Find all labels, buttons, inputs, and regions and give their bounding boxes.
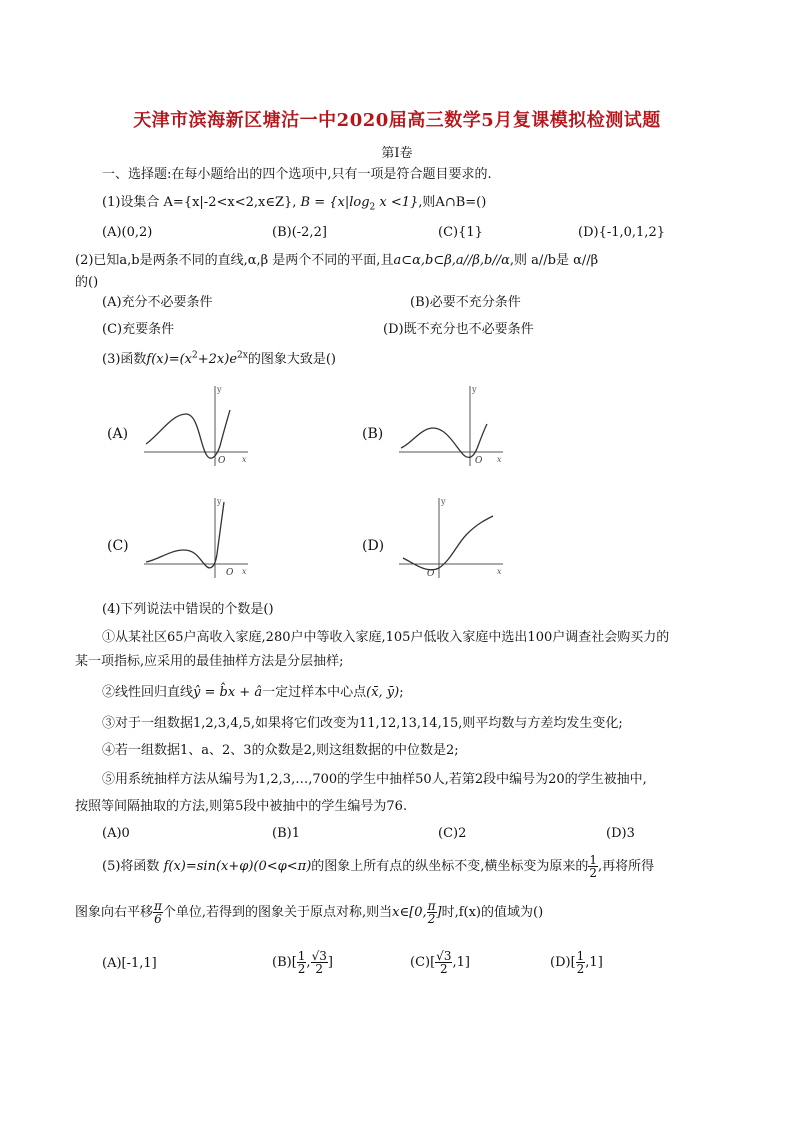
x-label: x — [242, 567, 247, 576]
q5-option-d: (D)[ $\frac{1}{2}$ ,1] — [550, 949, 603, 976]
graph-b — [395, 382, 505, 470]
graph-a — [140, 382, 250, 470]
q4-statement-4: ④若一组数据1、a、2、3的众数是2,则这组数据的中位数是2; — [102, 743, 459, 758]
q2-option-a: (A)充分不必要条件 — [102, 295, 213, 310]
q4-statement-1: ①从某社区65户高收入家庭,280户中等收入家庭,105户低收入家庭中选出100户调查社会购买力的 — [102, 630, 670, 645]
q4-statement-2: ②线性回归直线ŷ = b̂x + â一定过样本中心点(x̄, ȳ); — [102, 685, 404, 700]
q5-option-a: (A)[-1,1] — [102, 956, 157, 971]
q2-option-b: (B)必要不充分条件 — [410, 295, 521, 310]
graph-label-c: (C) — [107, 538, 129, 554]
q4-stem: (4)下列说法中错误的个数是() — [102, 602, 274, 617]
origin-label: O — [427, 569, 435, 579]
q2-stem: (2)已知a,b是两条不同的直线,α,β 是两个不同的平面,且a⊂α,b⊂β,a//β,b//α,则 a//b是 α//β — [75, 253, 599, 268]
q1-option-a: (A)(0,2) — [102, 225, 153, 240]
q4-option-b: (B)1 — [272, 826, 300, 841]
origin-label: O — [218, 456, 226, 466]
origin-label: O — [226, 568, 234, 578]
q4-statement-1-cont: 某一项指标,应采用的最佳抽样方法是分层抽样; — [75, 654, 344, 669]
graph-label-b: (B) — [362, 426, 384, 442]
page-title: 天津市滨海新区塘沽一中2020届高三数学5月复课模拟检测试题 — [133, 110, 661, 131]
graph-label-a: (A) — [107, 426, 129, 442]
q4-option-c: (C)2 — [438, 826, 467, 841]
q4-option-d: (D)3 — [606, 826, 635, 841]
section-heading: 一、选择题:在每小题给出的四个选项中,只有一项是符合题目要求的. — [102, 167, 492, 182]
q4-option-a: (A)0 — [102, 826, 130, 841]
curve-d — [403, 516, 493, 570]
fraction-pi-6: $\frac{\pi}{6}$ — [154, 899, 162, 926]
q4-statement-3: ③对于一组数据1,2,3,4,5,如果将它们改变为11,12,13,14,15,则平均数与方差均发生变化; — [102, 716, 623, 731]
x-label: x — [497, 567, 502, 576]
graph-c — [140, 494, 250, 584]
y-label: y — [441, 497, 446, 506]
q3-stem: (3)函数$f(x)=(x^2+2x)e^{2x}$的图象大致是() — [102, 350, 336, 367]
q5-option-c: (C)[ $\frac{√3}{2}$ ,1] — [410, 949, 470, 976]
q4-statement-5: ⑤用系统抽样方法从编号为1,2,3,…,700的学生中抽样50人,若第2段中编号为20的学生被抽中, — [102, 772, 647, 787]
q1-option-d: (D){-1,0,1,2} — [578, 225, 665, 240]
q1-option-b: (B)(-2,2] — [272, 225, 327, 240]
y-label: y — [217, 385, 222, 394]
q2-stem-cont: 的() — [75, 275, 99, 290]
q5-option-b: (B)[ $\frac{1}{2}$ , $\frac{√3}{2}$ ] — [272, 949, 333, 976]
q2-option-d: (D)既不充分也不必要条件 — [383, 322, 534, 337]
fraction-half: $\frac{1}{2}$ — [589, 853, 598, 880]
curve-a — [146, 410, 230, 458]
q2-option-c: (C)充要条件 — [102, 322, 175, 337]
curve-c — [146, 502, 224, 568]
x-label: x — [497, 455, 502, 464]
graph-d — [395, 494, 510, 584]
q1-stem: (1)设集合 A={x|-2<x<2,x∈Z}, $B = \{x|\log_2$ x <1},则A∩B=() — [102, 195, 487, 213]
origin-label: O — [475, 456, 483, 466]
volume-label: 第Ⅰ卷 — [381, 146, 413, 161]
q5-stem: (5)将函数 f(x)=sin(x+φ)(0<φ<π)的图象上所有点的纵坐标不变,横坐标变为原来的 $\frac{1}{2}$ ,再将所得 — [102, 853, 655, 880]
x-label: x — [242, 455, 247, 464]
q1-option-c: (C){1} — [438, 225, 483, 240]
y-label: y — [217, 497, 222, 506]
fraction-pi-2: $\frac{\pi}{2}$ — [427, 899, 436, 926]
graph-label-d: (D) — [362, 538, 385, 554]
q4-statement-5-cont: 按照等间隔抽取的方法,则第5段中被抽中的学生编号为76. — [75, 799, 408, 814]
y-label: y — [472, 385, 477, 394]
q5-stem-cont: 图象向右平移 $\frac{\pi}{6}$ 个单位,若得到的图象关于原点对称,则当x∈[0, $\frac{\pi}{2}$ ]时,f(x)的值域为() — [75, 899, 544, 926]
